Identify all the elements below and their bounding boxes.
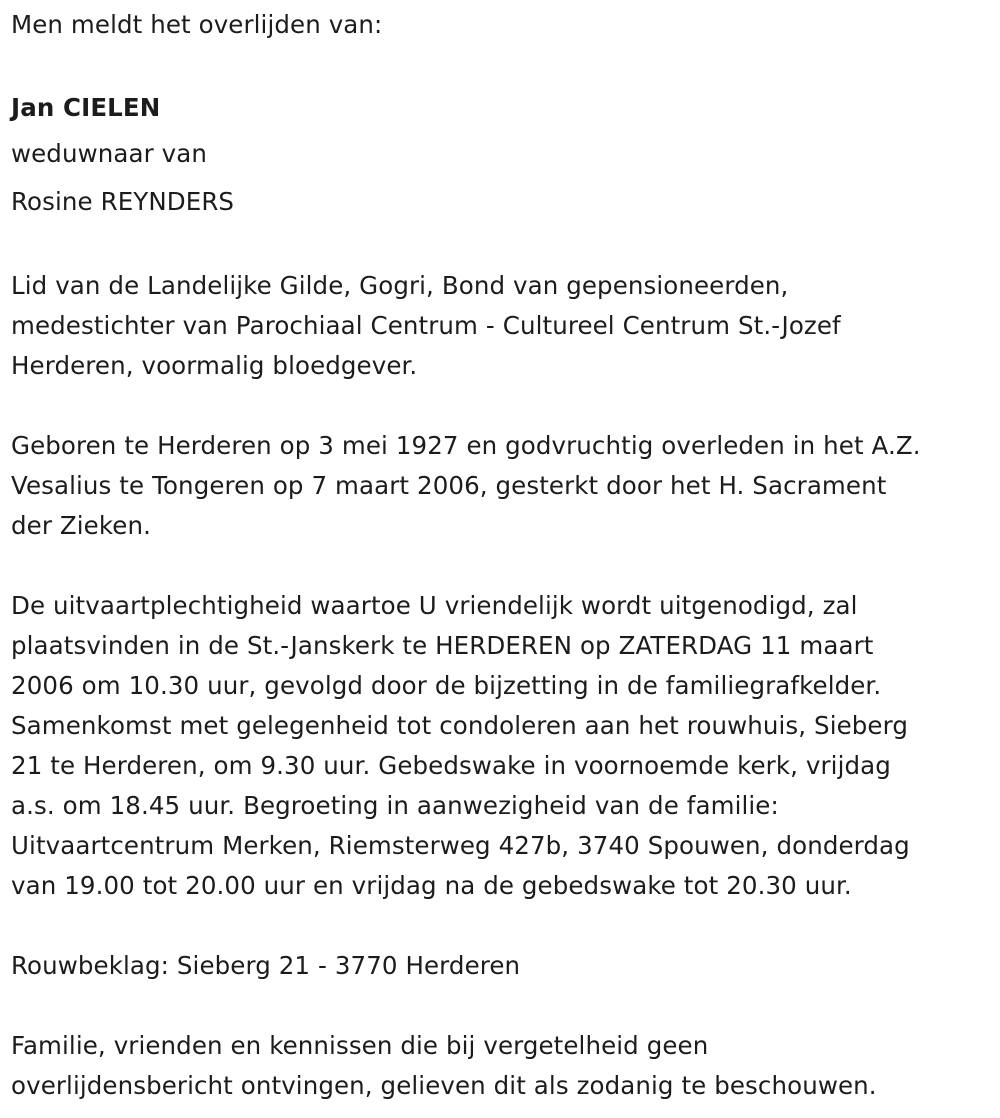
- deceased-name: Jan CIELEN: [11, 93, 161, 122]
- text-line: medestichter van Parochiaal Centrum - Cultureel Centrum St.-Jozef: [11, 311, 841, 340]
- notice-body: [11, 266, 996, 1106]
- paragraph-closing-note: [11, 1026, 996, 1106]
- relation-text: weduwnaar van: [11, 139, 207, 168]
- text-line: a.s. om 18.45 uur. Begroeting in aanwezigheid van de familie:: [11, 791, 779, 820]
- text-line: Uitvaartcentrum Merken, Riemsterweg 427b, 3740 Spouwen, donderdag: [11, 831, 910, 860]
- text-line: 21 te Herderen, om 9.30 uur. Gebedswake in voornoemde kerk, vrijdag: [11, 751, 891, 780]
- text-line: plaatsvinden in de St.-Janskerk te HERDEREN op ZATERDAG 11 maart: [11, 631, 874, 660]
- text-line: Lid van de Landelijke Gilde, Gogri, Bond van gepensioneerden,: [11, 271, 789, 300]
- text-line: Geboren te Herderen op 3 mei 1927 en godvruchtig overleden in het A.Z.: [11, 431, 921, 460]
- text-line: Samenkomst met gelegenheid tot condoleren aan het rouwhuis, Sieberg: [11, 711, 909, 740]
- obituary-notice: [11, 0, 996, 1106]
- text-line: overlijdensbericht ontvingen, gelieven dit als zodanig te beschouwen.: [11, 1071, 877, 1100]
- text-line: 2006 om 10.30 uur, gevolgd door de bijzetting in de familiegrafkelder.: [11, 671, 882, 700]
- paragraph-birth-death: [11, 426, 996, 546]
- paragraph-condolence-address: [11, 946, 996, 986]
- text-line: De uitvaartplechtigheid waartoe U vriendelijk wordt uitgenodigd, zal: [11, 591, 858, 620]
- text-line: van 19.00 tot 20.00 uur en vrijdag na de gebedswake tot 20.30 uur.: [11, 871, 852, 900]
- intro-text: Men meldt het overlijden van:: [11, 10, 383, 39]
- text-line: Herderen, voormalig bloedgever.: [11, 351, 418, 380]
- text-line: der Zieken.: [11, 511, 151, 540]
- paragraph-funeral: [11, 586, 996, 906]
- text-line: Vesalius te Tongeren op 7 maart 2006, gesterkt door het H. Sacrament: [11, 471, 887, 500]
- spouse-name: Rosine REYNDERS: [11, 187, 235, 216]
- text-line: Familie, vrienden en kennissen die bij vergetelheid geen: [11, 1031, 709, 1060]
- paragraph-memberships: [11, 266, 996, 386]
- text-line: Rouwbeklag: Sieberg 21 - 3770 Herderen: [11, 951, 521, 980]
